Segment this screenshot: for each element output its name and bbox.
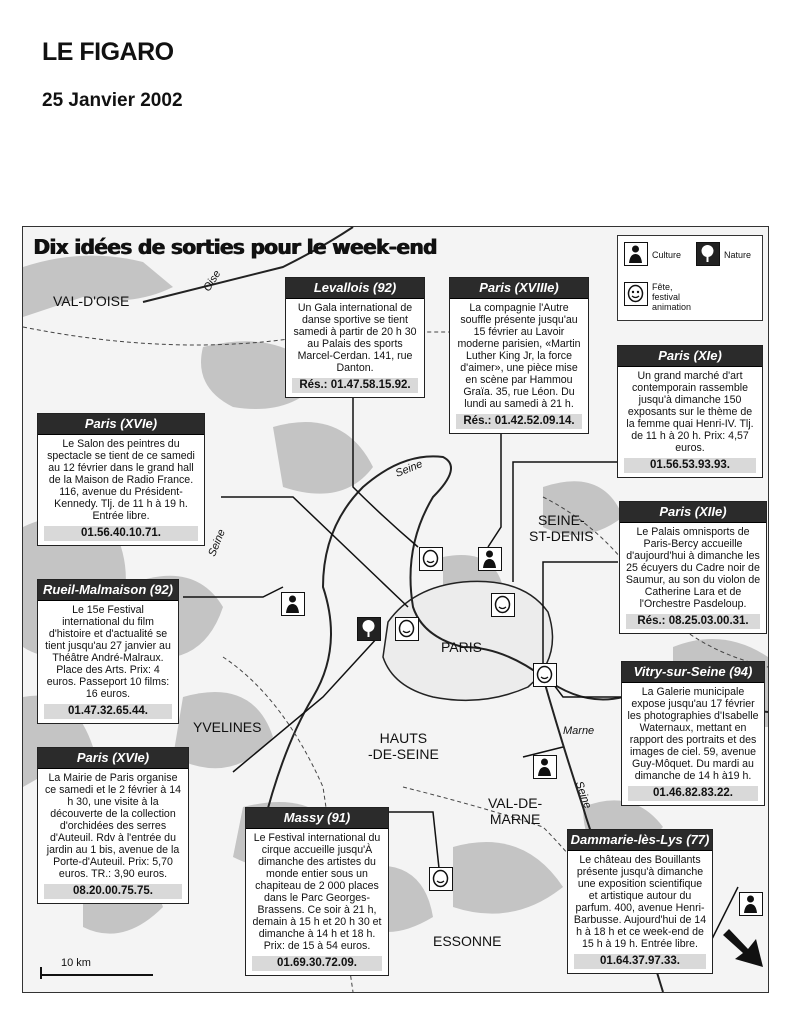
festival-mask-icon bbox=[533, 663, 557, 687]
event-card-paris-16-auteuil bbox=[37, 747, 189, 904]
legend bbox=[617, 235, 763, 321]
event-description: Le château des Bouillants présente jusqu'à dimanche une exposition scientifique et artistique autour du parfum. 400, avenue Henri-Barbusse. Aujourd'hui de 14 h à 18 h et ce week-end de 15 h à 19 h. Entrée libre. bbox=[573, 854, 707, 950]
map-title: Dix idées de sorties pour le week-end bbox=[33, 235, 437, 259]
river-label-marne: Marne bbox=[563, 725, 595, 737]
culture-icon bbox=[478, 547, 502, 571]
event-card-paris-18 bbox=[449, 277, 589, 434]
event-description: Le Festival international du cirque accueille jusqu'À dimanche des artistes du monde entier sous un chapiteau de 2 000 places dans le Parc Georges-Brassens. Ce soir à 21 h, demain à 15 h et 20 h 30 et dimanche à 14 h et 18 h. Prix: de 15 à 54 euros. bbox=[252, 832, 382, 952]
event-description: Un Gala international de danse sportive se tient samedi à partir de 20 h 30 au Palais des sports Marcel-Cerdan. 141, rue Danton. bbox=[293, 302, 417, 374]
event-card-dammarie-les-lys bbox=[567, 829, 713, 974]
event-description: Le 15e Festival international du film d'histoire et d'actualité se tient jusqu'au 27 janvier au Théâtre André-Malraux. Place des Arts. Prix: 4 euros. Passeport 10 films: 16 euros. bbox=[45, 604, 171, 700]
direction-arrow bbox=[723, 929, 763, 967]
event-card-massy bbox=[245, 807, 389, 976]
scale-label: 10 km bbox=[61, 957, 91, 969]
event-title: Levallois (92) bbox=[286, 278, 424, 299]
region-val-doise: VAL-D'OISE bbox=[53, 293, 130, 309]
event-description: Un grand marché d'art contemporain rassemble jusqu'à dimanche 150 exposants sur le thème de la femme quai Henri-IV. Tlj. de 11 h à 20 h. Prix: 4,57 euros. bbox=[626, 370, 754, 454]
event-phone: 08.20.00.75.75. bbox=[44, 884, 182, 899]
event-title: Massy (91) bbox=[246, 808, 388, 829]
event-title: Dammarie-lès-Lys (77) bbox=[568, 830, 712, 851]
publication-name: LE FIGARO bbox=[42, 38, 174, 66]
event-title: Vitry-sur-Seine (94) bbox=[622, 662, 764, 683]
event-phone: 01.46.82.83.22. bbox=[628, 786, 758, 801]
event-phone: 01.56.40.10.71. bbox=[44, 526, 198, 541]
culture-icon bbox=[281, 592, 305, 616]
river-label-seine-west: Seine bbox=[206, 527, 228, 559]
legend-culture-label: Culture bbox=[652, 250, 682, 260]
nature-icon bbox=[357, 617, 381, 641]
event-card-rueil-malmaison bbox=[37, 579, 179, 724]
region-paris: PARIS bbox=[441, 639, 482, 655]
region-hauts-de-seine: HAUTS -DE-SEINE bbox=[368, 730, 439, 762]
event-phone: 01.64.37.97.33. bbox=[574, 954, 706, 969]
event-phone: Rés.: 01.42.52.09.14. bbox=[456, 414, 582, 429]
map-frame bbox=[22, 226, 769, 993]
festival-mask-icon bbox=[429, 867, 453, 891]
culture-icon bbox=[624, 242, 648, 266]
event-description: La Galerie municipale expose jusqu'au 17 février les photographies d'Isabelle Waternaux, mettant en rapport des portraits et des images de ciel. 59, avenue Guy-Môquet. Du mardi au dimanche de 14 h à19 h. bbox=[627, 686, 759, 782]
publication-date: 25 Janvier 2002 bbox=[42, 90, 183, 111]
event-title: Paris (XIIe) bbox=[620, 502, 766, 523]
event-description: Le Palais omnisports de Paris-Bercy accueille d'aujourd'hui à dimanche les 25 écuyers du Cadre noir de Saumur, au son du violon de Catherine Lara et de l'Orchestre Pasdeloup. bbox=[625, 526, 761, 610]
festival-mask-icon bbox=[491, 593, 515, 617]
event-description: La Mairie de Paris organise ce samedi et le 2 février à 14 h 30, une visite à la découverte de la collection d'orchidées des serres d'Auteuil. Rdv à l'entrée du jardin au 1 bis, avenue de la Porte-d'Auteuil. Prix: 5,70 euros. TR.: 3,90 euros. bbox=[44, 772, 182, 880]
river-label-seine-north: Seine bbox=[393, 458, 425, 480]
festival-mask-icon bbox=[624, 282, 648, 306]
river-label-oise: Oise bbox=[201, 268, 224, 294]
event-title: Paris (XIe) bbox=[618, 346, 762, 367]
event-title: Paris (XVIIIe) bbox=[450, 278, 588, 299]
legend-nature-label: Nature bbox=[724, 250, 752, 260]
legend-fete-label: Fête, festival animation bbox=[652, 282, 692, 312]
event-card-paris-12 bbox=[619, 501, 767, 634]
event-title: Rueil-Malmaison (92) bbox=[38, 580, 178, 601]
festival-mask-icon bbox=[419, 547, 443, 571]
nature-icon bbox=[696, 242, 720, 266]
event-phone: 01.69.30.72.09. bbox=[252, 956, 382, 971]
festival-mask-icon bbox=[395, 617, 419, 641]
scale-bar bbox=[41, 967, 153, 979]
event-phone: Rés.: 08.25.03.00.31. bbox=[626, 614, 760, 629]
culture-icon bbox=[739, 892, 763, 916]
event-card-paris-16-radio-france bbox=[37, 413, 205, 546]
event-card-paris-11 bbox=[617, 345, 763, 478]
region-val-de-marne: VAL-DE- MARNE bbox=[488, 795, 543, 827]
event-title: Paris (XVIe) bbox=[38, 748, 188, 769]
event-card-levallois bbox=[285, 277, 425, 398]
region-yvelines: YVELINES bbox=[193, 719, 262, 735]
event-description: Le Salon des peintres du spectacle se tient de ce samedi au 12 février dans le grand hall de la Maison de Radio France. 116, avenue du Président-Kennedy. Tlj. de 11 h à 19 h. Entrée libre. bbox=[47, 438, 195, 522]
event-title: Paris (XVIe) bbox=[38, 414, 204, 435]
region-essonne: ESSONNE bbox=[433, 933, 502, 949]
region-seine-st-denis: SEINE- ST-DENIS bbox=[529, 512, 594, 544]
event-phone: Rés.: 01.47.58.15.92. bbox=[292, 378, 418, 393]
event-phone: 01.47.32.65.44. bbox=[44, 704, 172, 719]
event-card-vitry-sur-seine bbox=[621, 661, 765, 806]
event-phone: 01.56.53.93.93. bbox=[624, 458, 756, 473]
river-label-seine-south: Seine bbox=[572, 779, 594, 811]
culture-icon bbox=[533, 755, 557, 779]
event-description: La compagnie l'Autre souffle présente jusqu'au 15 février au Lavoir moderne parisien, «Martin Luther King Jr, la force d'aimer», une pièce mise en scène par Hammou Graïa. 35, rue Léon. Du lundi au samedi à 21 h. bbox=[457, 302, 581, 410]
